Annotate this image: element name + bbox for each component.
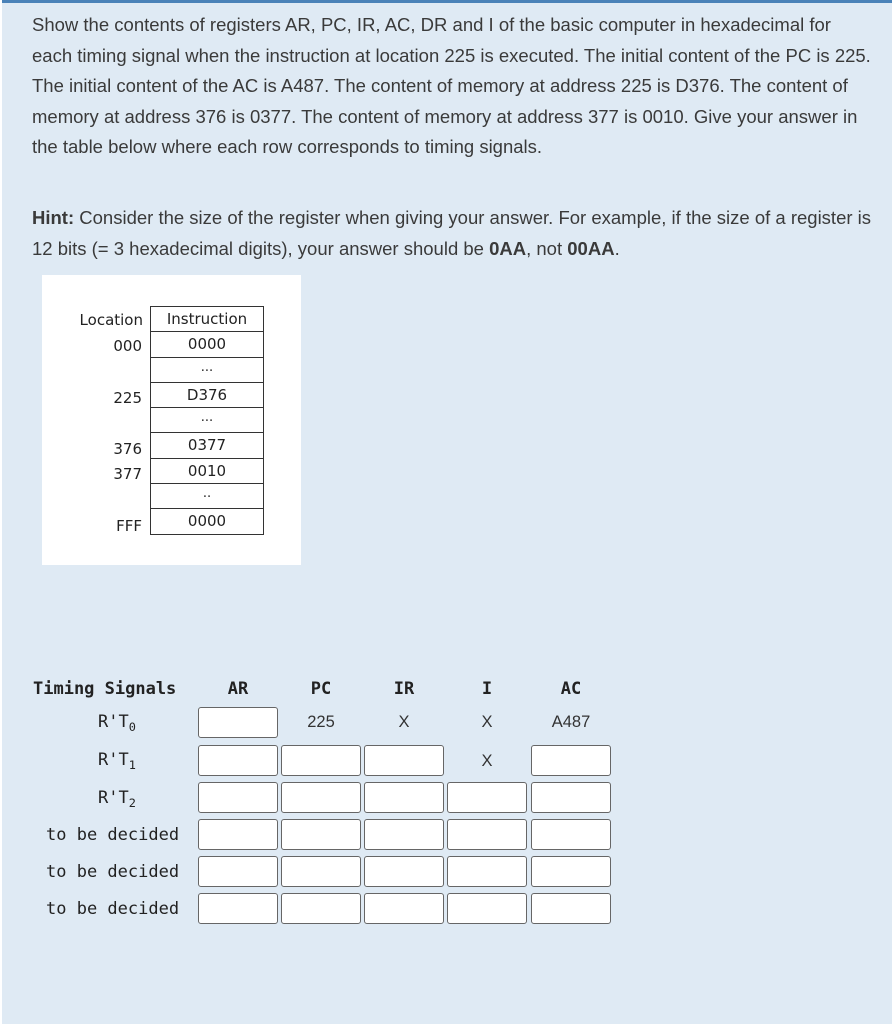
hint-example-wrong: 00AA	[567, 237, 615, 259]
question-text: Show the contents of registers AR, PC, IR, AC, DR and I of the basic computer in hexadecimal for each timing signal when the instruction at location 225 is executed. The initial content of the PC is 225. The initial content of the AC is A487. The content of memory at address 225 is D376. The content of memory at address 376 is 0377. The content of memory at address 377 is 0010. Give your answer in the table below where each row corresponds to timing signals.	[32, 14, 871, 158]
row-label-subscript: 1	[128, 758, 136, 773]
answer-i-row5[interactable]	[447, 856, 527, 887]
answer-ac-row5[interactable]	[531, 856, 611, 887]
answer-pc-row6[interactable]	[281, 893, 361, 924]
memory-location: 225	[113, 389, 142, 407]
hint-text-part-1: Consider the size of the register when giving your answer. For example, if the size of a register is 12 bits (= 3 hexadecimal digits), your answer should be	[32, 207, 872, 259]
memory-cell: D376	[151, 383, 263, 408]
answer-ir-row6[interactable]	[364, 893, 444, 924]
memory-location: 377	[113, 465, 142, 483]
answer-ir-row4[interactable]	[364, 819, 444, 850]
memory-table-image	[42, 275, 301, 565]
value-ac-rt0: A487	[551, 713, 591, 731]
hint-text-part-3: .	[614, 237, 620, 259]
answer-i-row4[interactable]	[447, 819, 527, 850]
value-pc-rt0: 225	[307, 713, 335, 731]
answer-ar-rt2[interactable]	[198, 782, 278, 813]
hint-label: Hint:	[32, 207, 75, 228]
row-label-main: R'T	[98, 750, 129, 770]
row-label-rt1	[62, 750, 172, 772]
value-i-rt0: X	[481, 713, 493, 731]
answer-pc-rt2[interactable]	[281, 782, 361, 813]
memory-cell: ..	[151, 484, 263, 509]
memory-cell: 0000	[151, 332, 263, 357]
row-label-rt0	[62, 712, 172, 734]
header-ir: IR	[393, 679, 415, 699]
row-label-tbd-1: to be decided	[46, 825, 180, 845]
memory-cell: ...	[151, 408, 263, 433]
memory-location: FFF	[116, 517, 142, 535]
answer-ac-row6[interactable]	[531, 893, 611, 924]
value-ir-rt0: X	[398, 713, 410, 731]
answer-ir-rt1[interactable]	[364, 745, 444, 776]
header-pc: PC	[310, 679, 332, 699]
header-timing-signals: Timing Signals	[33, 679, 177, 699]
question-panel	[2, 0, 892, 1024]
answer-i-row6[interactable]	[447, 893, 527, 924]
memory-header-location: Location	[79, 311, 143, 329]
hint-text	[32, 203, 882, 264]
row-label-rt2	[62, 788, 172, 810]
row-label-subscript: 0	[128, 720, 136, 735]
header-i: I	[481, 679, 493, 699]
answer-ar-rt0[interactable]	[198, 707, 278, 738]
row-label-subscript: 2	[128, 796, 136, 811]
hint-text-part-2: , not	[526, 237, 568, 259]
answer-ir-rt2[interactable]	[364, 782, 444, 813]
memory-location: 376	[113, 440, 142, 458]
answer-pc-row4[interactable]	[281, 819, 361, 850]
memory-cell: 0010	[151, 459, 263, 484]
row-label-tbd-3: to be decided	[46, 899, 180, 919]
header-ar: AR	[227, 679, 249, 699]
row-label-main: R'T	[98, 712, 129, 732]
memory-location: 000	[113, 337, 142, 355]
answer-ar-row6[interactable]	[198, 893, 278, 924]
memory-header-instruction: Instruction	[151, 307, 263, 332]
answer-ir-row5[interactable]	[364, 856, 444, 887]
value-i-rt1: X	[481, 752, 493, 770]
answer-i-rt2[interactable]	[447, 782, 527, 813]
answer-pc-rt1[interactable]	[281, 745, 361, 776]
header-ac: AC	[560, 679, 582, 699]
memory-instruction-column	[150, 306, 264, 535]
answer-ac-rt1[interactable]	[531, 745, 611, 776]
answer-ac-row4[interactable]	[531, 819, 611, 850]
answer-pc-row5[interactable]	[281, 856, 361, 887]
hint-example-correct: 0AA	[489, 237, 527, 259]
answer-ar-row5[interactable]	[198, 856, 278, 887]
answer-ac-rt2[interactable]	[531, 782, 611, 813]
row-label-main: R'T	[98, 788, 129, 808]
memory-cell: ...	[151, 358, 263, 383]
memory-cell: 0377	[151, 433, 263, 458]
row-label-tbd-2: to be decided	[46, 862, 180, 882]
answer-ar-row4[interactable]	[198, 819, 278, 850]
memory-cell: 0000	[151, 509, 263, 534]
answer-ar-rt1[interactable]	[198, 745, 278, 776]
